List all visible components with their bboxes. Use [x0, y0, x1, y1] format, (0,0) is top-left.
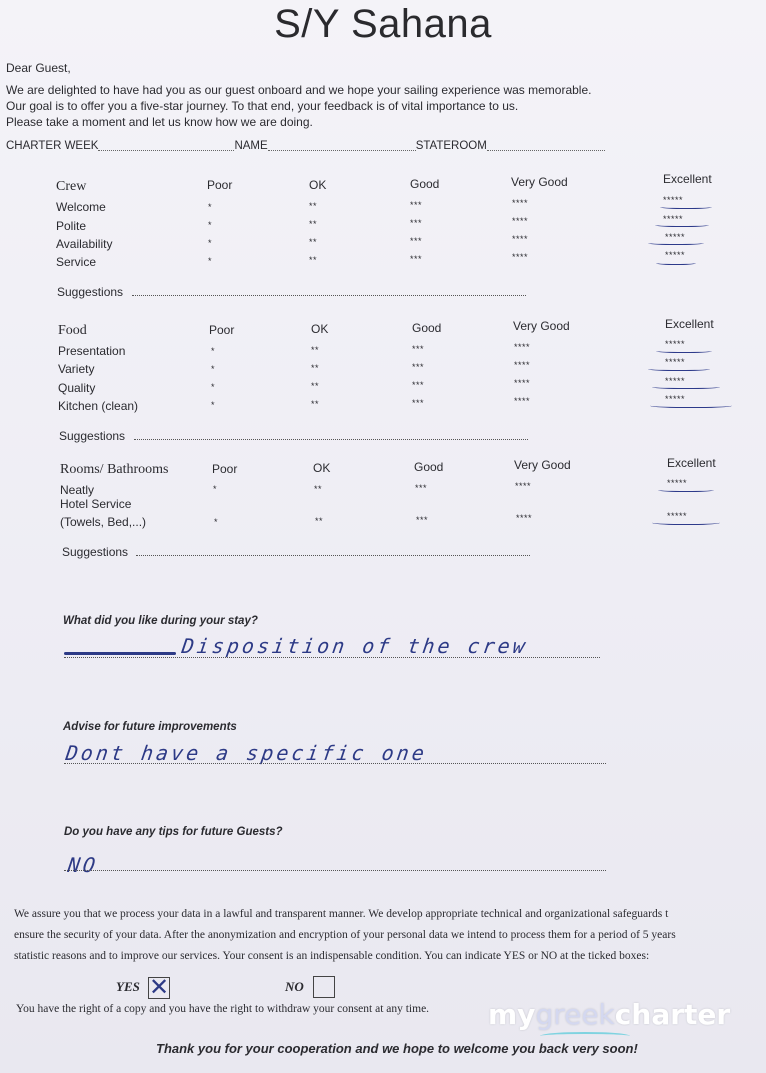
answer-improvements[interactable]: Dont have a specific one [64, 741, 429, 765]
answer-tips[interactable]: NO [66, 853, 100, 877]
no-label: NO [285, 979, 304, 994]
rating-excellent[interactable]: ***** [663, 214, 684, 224]
rating-ok[interactable]: ** [315, 516, 324, 526]
check-x-icon: ✕ [149, 974, 170, 1001]
intro-text [6, 60, 591, 130]
food-title: Food [58, 323, 87, 338]
col-excellent: Excellent [663, 172, 712, 186]
handwritten-underline [660, 204, 712, 209]
crew-row-availability: Availability [56, 237, 113, 251]
rating-good[interactable]: *** [410, 254, 423, 264]
guest-fields [6, 140, 605, 152]
thank-you-message: Thank you for your cooperation and we hope to welcome you back very soon! [156, 1041, 638, 1056]
handwritten-underline [658, 487, 714, 492]
question-improvements: Advise for future improvements [63, 721, 237, 733]
rating-excellent[interactable]: ***** [667, 511, 688, 521]
yes-label: YES [116, 979, 140, 994]
privacy-notice [14, 904, 766, 967]
question-liked: What did you like during your stay? [63, 615, 258, 627]
rating-poor[interactable]: * [213, 484, 218, 494]
rating-poor[interactable]: * [211, 346, 216, 356]
col-very-good: Very Good [514, 458, 571, 472]
rating-ok[interactable]: ** [309, 255, 318, 265]
rating-poor[interactable]: * [208, 202, 213, 212]
rating-very-good[interactable]: **** [514, 396, 531, 406]
rating-very-good[interactable]: **** [515, 481, 532, 491]
rating-good[interactable]: *** [415, 483, 428, 493]
col-poor: Poor [207, 178, 233, 192]
rating-ok[interactable]: ** [309, 237, 318, 247]
stateroom-field[interactable] [487, 140, 605, 151]
rating-poor[interactable]: * [208, 220, 213, 230]
col-very-good: Very Good [511, 175, 568, 189]
col-ok: OK [311, 322, 329, 336]
handwritten-underline [648, 366, 710, 371]
rating-good[interactable]: *** [410, 236, 423, 246]
crew-row-service: Service [56, 255, 97, 269]
question-tips: Do you have any tips for future Guests? [64, 826, 283, 838]
wave-icon [540, 1032, 630, 1040]
greeting: Dear Guest, [6, 61, 71, 75]
suggestions-label: Suggestions [62, 545, 129, 559]
answer-line [64, 869, 606, 871]
stateroom-label: STATEROOM [415, 140, 487, 152]
crew-title: Crew [56, 179, 87, 194]
privacy-line-1: We assure you that we process your data in a lawful and transparent manner. We develop appropriate technical and organizational safeguards t [14, 908, 669, 920]
handwritten-underline [652, 384, 720, 389]
col-good: Good [414, 460, 444, 474]
rating-excellent[interactable]: ***** [667, 478, 688, 488]
rating-good[interactable]: *** [412, 362, 425, 372]
rating-poor[interactable]: * [214, 517, 219, 527]
handwritten-underline [650, 402, 732, 408]
col-excellent: Excellent [667, 456, 716, 470]
food-row-variety: Variety [58, 362, 95, 376]
rating-ok[interactable]: ** [309, 219, 318, 229]
rooms-title: Rooms/ Bathrooms [60, 462, 169, 477]
rating-excellent[interactable]: ***** [665, 250, 686, 260]
rating-poor[interactable]: * [211, 400, 216, 410]
rating-excellent[interactable]: ***** [663, 195, 684, 205]
rating-poor[interactable]: * [211, 382, 216, 392]
answer-line [64, 762, 606, 764]
col-very-good: Very Good [513, 319, 570, 333]
answer-line [64, 656, 600, 658]
suggestions-field[interactable] [134, 438, 528, 440]
rating-good[interactable]: *** [412, 344, 425, 354]
col-good: Good [412, 321, 442, 335]
col-poor: Poor [212, 462, 238, 476]
rating-very-good[interactable]: **** [514, 342, 531, 352]
no-checkbox[interactable] [313, 976, 335, 998]
handwritten-underline [648, 240, 704, 245]
rating-very-good[interactable]: **** [514, 378, 531, 388]
rating-good[interactable]: *** [410, 200, 423, 210]
rating-ok[interactable]: ** [311, 381, 320, 391]
privacy-line-2: ensure the security of your data. After the anonymization and encryption of your personal data we intend to process them for a period of 5 years [14, 929, 676, 941]
rating-excellent[interactable]: ***** [665, 339, 686, 349]
rating-ok[interactable]: ** [311, 399, 320, 409]
rating-excellent[interactable]: ***** [665, 376, 686, 386]
rating-good[interactable]: *** [416, 515, 429, 525]
rating-poor[interactable]: * [211, 364, 216, 374]
rating-ok[interactable]: ** [314, 484, 323, 494]
crew-row-polite: Polite [56, 219, 87, 233]
charter-week-label: CHARTER WEEK [6, 140, 99, 152]
col-poor: Poor [209, 323, 235, 337]
rating-very-good[interactable]: **** [512, 252, 529, 262]
name-label: NAME [234, 140, 268, 152]
col-ok: OK [313, 461, 331, 475]
col-excellent: Excellent [665, 317, 714, 331]
form-title: S/Y Sahana [274, 2, 492, 46]
food-row-quality: Quality [58, 381, 96, 395]
intro-line-1: We are delighted to have had you as our guest onboard and we hope your sailing experience was memorable. [6, 83, 592, 97]
rating-very-good[interactable]: **** [514, 360, 531, 370]
rating-excellent[interactable]: ***** [665, 394, 686, 404]
rooms-row-towels: (Towels, Bed,...) [60, 515, 147, 529]
suggestions-field[interactable] [136, 554, 530, 556]
handwritten-underline [652, 519, 720, 525]
food-row-presentation: Presentation [58, 344, 126, 358]
scribbled-out-text [64, 652, 176, 655]
rating-good[interactable]: *** [412, 398, 425, 408]
rating-good[interactable]: *** [410, 218, 423, 228]
charter-week-field[interactable] [98, 140, 234, 151]
rating-very-good[interactable]: **** [512, 216, 529, 226]
crew-row-welcome: Welcome [56, 200, 106, 214]
rating-very-good[interactable]: **** [512, 234, 529, 244]
name-field[interactable] [268, 140, 416, 151]
suggestions-field[interactable] [132, 294, 526, 296]
rating-ok[interactable]: ** [309, 201, 318, 211]
suggestions-label: Suggestions [57, 285, 124, 299]
privacy-line-3: statistic reasons and to improve our services. Your consent is an indispensable condition. You can indicate YES or NO at the ticked boxes: [14, 950, 650, 962]
rating-poor[interactable]: * [208, 256, 213, 266]
rating-excellent[interactable]: ***** [665, 232, 686, 242]
rooms-row-neatly: Neatly [60, 483, 95, 497]
answer-liked[interactable]: Disposition of the crew [180, 634, 530, 658]
handwritten-underline [655, 222, 709, 227]
col-good: Good [410, 177, 440, 191]
rating-very-good[interactable]: **** [516, 513, 533, 523]
intro-line-2: Our goal is to offer you a five-star journey. To that end, your feedback is of vital importance to us. [6, 99, 519, 113]
rating-ok[interactable]: ** [311, 363, 320, 373]
food-row-kitchen: Kitchen (clean) [58, 399, 139, 413]
col-ok: OK [309, 178, 327, 192]
rooms-row-hotel-service: Hotel Service [60, 497, 132, 511]
rating-ok[interactable]: ** [311, 345, 320, 355]
handwritten-underline [656, 348, 712, 353]
rating-excellent[interactable]: ***** [665, 357, 686, 367]
rating-good[interactable]: *** [412, 380, 425, 390]
handwritten-underline [656, 260, 696, 265]
suggestions-label: Suggestions [59, 429, 126, 443]
withdraw-notice: You have the right of a copy and you have the right to withdraw your consent at any time. [16, 1003, 430, 1015]
rating-very-good[interactable]: **** [512, 198, 529, 208]
watermark-logo: mygreekcharter [488, 998, 731, 1031]
intro-line-3: Please take a moment and let us know how we are doing. [6, 115, 313, 129]
rating-poor[interactable]: * [208, 238, 213, 248]
